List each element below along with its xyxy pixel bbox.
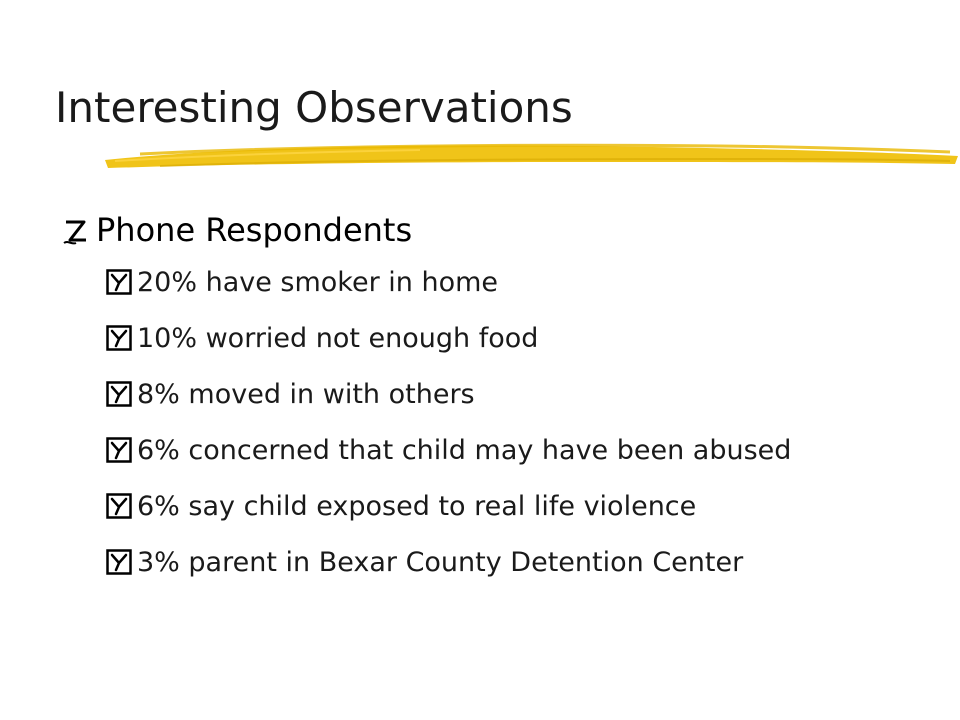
slide-title: Interesting Observations [55,83,573,132]
list-item [62,433,857,468]
list-item [62,545,857,580]
checkbox-y-bullet-icon [106,549,132,575]
checkbox-y-bullet-icon [106,381,132,407]
checkbox-y-bullet-icon [106,325,132,351]
checkbox-y-bullet-icon [106,269,132,295]
title-brush-underline [100,138,960,178]
list-item [62,321,857,356]
list-item-text: 20% have smoker in home [137,267,499,298]
list-item-text: 8% moved in with others [137,379,475,410]
list-item-text: 6% say child exposed to real life violence [137,491,697,522]
observation-list [62,265,942,580]
list-item [62,489,857,524]
checkbox-y-bullet-icon [106,437,132,463]
list-item [62,377,857,412]
section-heading-text: Phone Respondents [96,211,413,249]
list-item-text: 3% parent in Bexar County Detention Center [137,547,744,578]
slide-content [62,205,942,601]
list-item-text: 10% worried not enough food [137,323,539,354]
section-heading [62,205,942,255]
list-item-text: 6% concerned that child may have been abused [137,435,792,466]
checkbox-y-bullet-icon [106,493,132,519]
list-item [62,265,857,300]
z-bullet-icon [62,216,90,246]
